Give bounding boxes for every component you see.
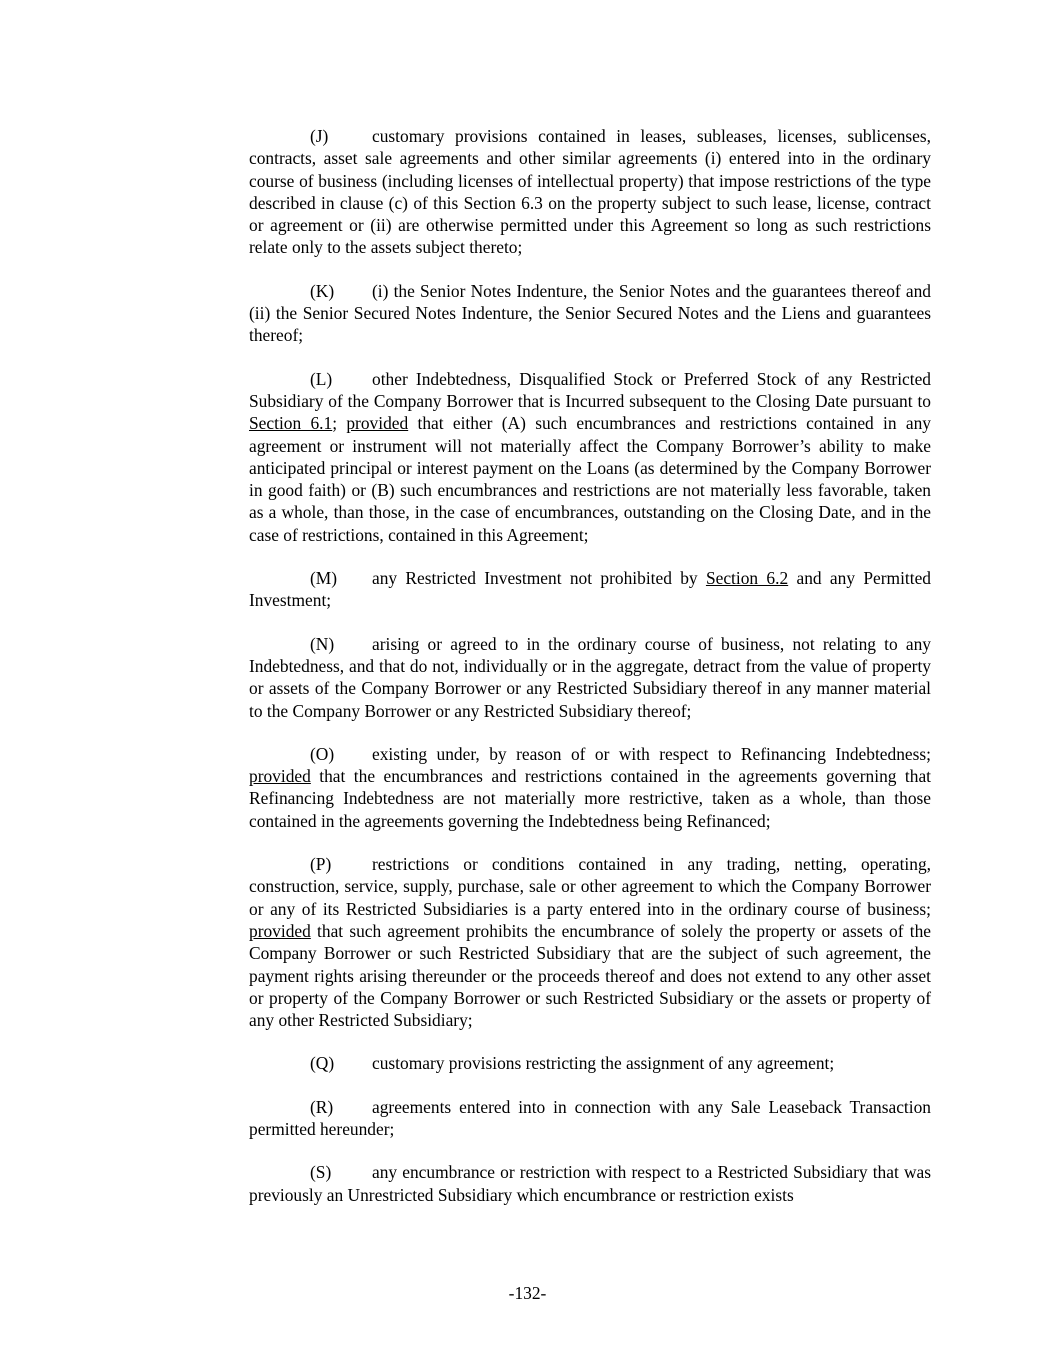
provided-term: provided	[249, 766, 311, 787]
clause-text: any encumbrance or restriction with respect to a Restricted Subsidiary that was previously an Unrestricted Subsidiary which encumbrance or restriction exists	[249, 1162, 931, 1205]
clause-label: (Q)	[310, 1053, 335, 1074]
clause-text: customary provisions restricting the assignment of any agreement;	[372, 1053, 835, 1074]
clause-text: that either (A) such encumbrances and restrictions contained in any agreement or instrument will not materially affect the Company Borrower’s ability to make anticipated principal or interest payment on the Loans (as determined by the Company Borrower in good faith) or (B) such encumbrances and restrictions are not materially less favorable, taken as a whole, than those, in the case of encumbrances, outstanding on the Closing Date, and in the case of restrictions, contained in this Agreement;	[249, 413, 931, 545]
page-number: -132-	[508, 1283, 547, 1303]
clause-text: customary provisions contained in leases, subleases, licenses, sublicenses, contracts, asset sale agreements and other similar agreements (i) entered into in the ordinary course of business (including licenses of intellectual property) that impose restrictions of the type described in clause (c) of this Section 6.3 on the property subject to such lease, license, contract or agreement or (ii) are otherwise permitted under this Agreement so long as such restrictions relate only to the assets subject thereto;	[249, 126, 931, 258]
clause-text: restrictions or conditions contained in any trading, netting, operating, construction, service, supply, purchase, sale or other agreement to which the Company Borrower or any of its Restricted Subsidiaries is a party entered into in the ordinary course of business;	[249, 854, 931, 919]
clause-text: any Restricted Investment not prohibited by	[372, 568, 706, 589]
clause-s	[249, 1161, 931, 1206]
clause-k	[249, 280, 931, 347]
clause-m	[249, 567, 931, 612]
clause-text: that such agreement prohibits the encumbrance of solely the property or assets of the Company Borrower or such Restricted Subsidiary that are the subject of such agreement, the payment rights arising thereunder or the proceeds thereof and does not extend to any other asset or property of the Company Borrower or such Restricted Subsidiary or the assets or property of any other Restricted Subsidiary;	[249, 920, 931, 1031]
clause-j	[249, 125, 931, 259]
clause-label: (N)	[310, 633, 335, 654]
clause-label: (O)	[310, 743, 335, 764]
clause-label: (K)	[310, 280, 335, 301]
clause-text: and any Permitted Investment;	[249, 568, 931, 611]
clause-text: (i) the Senior Notes Indenture, the Senior Notes and the guarantees thereof and (ii) the Senior Secured Notes Indenture, the Senior Secured Notes and the Liens and guarantees thereof;	[249, 280, 931, 346]
clause-label: (R)	[310, 1096, 334, 1117]
section-reference: Section 6.2	[705, 568, 789, 589]
clause-n	[249, 633, 931, 722]
clause-text: existing under, by reason of or with respect to Refinancing Indebtedness;	[372, 743, 931, 764]
document-body	[249, 125, 931, 1227]
clause-text: other Indebtedness, Disqualified Stock or Preferred Stock of any Restricted Subsidiary of the Company Borrower that is Incurred subsequent to the Closing Date pursuant to	[249, 368, 931, 411]
clause-text: ;	[332, 413, 347, 434]
clause-text: that the encumbrances and restrictions contained in the agreements governing that Refinancing Indebtedness are not materially more restrictive, taken as a whole, than those contained in the agreements governing the Indebtedness being Refinanced;	[249, 766, 931, 831]
clause-o	[249, 743, 931, 832]
clause-label: (M)	[310, 568, 338, 589]
clause-p	[249, 853, 931, 1031]
provided-term: provided	[346, 413, 409, 434]
section-reference: Section 6.1	[249, 413, 333, 434]
clause-label: (J)	[310, 126, 329, 146]
clause-label: (P)	[310, 854, 332, 875]
clause-label: (L)	[310, 368, 333, 389]
provided-term: provided	[249, 920, 311, 941]
clause-q	[249, 1052, 931, 1074]
clause-label: (S)	[310, 1162, 332, 1183]
clause-text: agreements entered into in connection with any Sale Leaseback Transaction permitted hereunder;	[249, 1096, 931, 1139]
clause-r	[249, 1096, 931, 1141]
clause-l	[249, 368, 931, 546]
clause-text: arising or agreed to in the ordinary course of business, not relating to any Indebtedness, and that do not, individually or in the aggregate, detract from the value of property or assets of the Company Borrower or any Restricted Subsidiary thereof in any manner material to the Company Borrower or any Restricted Subsidiary thereof;	[249, 633, 931, 721]
